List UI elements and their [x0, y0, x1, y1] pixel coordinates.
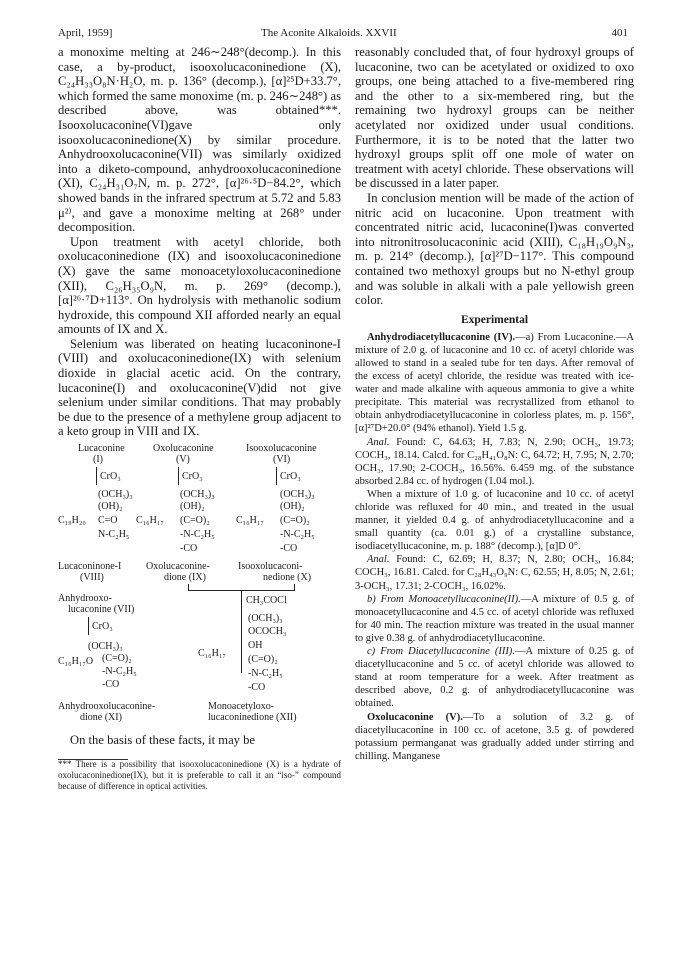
entry-text: Found: C, 62.69; H, 8.37; N, 2.80; OCH₃, 16.84; COCH₃, 16.81. Calcd. for C₂₈H₄₃O₉N: C, 62.55; H, 8.05; N, 2.61; 3-OCH₃, 17.31; 2-COCH₃, 16.02%. [355, 554, 634, 592]
group-label: (OCH₃)₃ [248, 613, 283, 625]
reagent-label: CrO₃ [182, 471, 203, 483]
group-label: -CO [248, 682, 266, 694]
reaction-arrow [241, 591, 242, 673]
scheme-label: Anhydrooxolucaconine- [58, 701, 156, 713]
group-label: -CO [180, 543, 198, 555]
group-label: (OCH₃)₃ [98, 489, 133, 501]
scheme-label: Monoacetyloxo- [208, 701, 275, 713]
scheme-label: Lucaconinone-I [58, 561, 122, 573]
experimental-paragraph [355, 645, 634, 710]
group-label: (C=O)₂ [248, 654, 278, 666]
reaction-arrow [178, 467, 179, 485]
group-label: (OCH₃)₃ [180, 489, 215, 501]
scheme-label: (VI) [273, 454, 291, 466]
group-label: -N-C₂H₅ [248, 668, 283, 680]
scheme-label: Isooxolucaconine [246, 443, 317, 455]
entry-head: Oxolucaconine (V). [367, 711, 463, 723]
experimental-paragraph [355, 711, 634, 763]
paragraph: Upon treatment with acetyl chloride, both oxolucaconinedione (IX) and isooxolucaconinedione (X) gave the same monoacetyloxolucaconinedione (XII), C₂₆H₃₅O₉N, m. p. 269° (decomp.), [α]²⁶·⁷D+113°. On hydrolysis with methanolic sodium hydroxide, this compound XII afforded nearly an equal amounts of IX and X. [58, 234, 341, 337]
scheme-label: lucaconinedione (XII) [208, 712, 297, 724]
entry-head: c) From Diacetyllucaconine (III). [367, 646, 515, 658]
reagent-label: CrO₃ [280, 471, 301, 483]
experimental-paragraph [355, 331, 634, 436]
group-label: (C=O)₂ [102, 653, 132, 665]
entry-head: Anal. [367, 554, 390, 566]
group-label: (OH)₂ [98, 501, 123, 513]
running-header [58, 27, 628, 41]
formula-label: C₁₆H₁₇ [198, 648, 226, 660]
entry-head: Anhydrodiacetyllucaconine (IV). [367, 331, 516, 343]
reagent-label: CH₃COCl [246, 595, 287, 607]
experimental-paragraph [355, 436, 634, 488]
entry-text: —To a solution of 3.2 g. of diacetyllucaconine in 100 cc. of acetone, 3.5 g. of powdered potassium permanganat was gradually added under stirring and chilling. Manganese [355, 711, 634, 762]
paragraph: Selenium was liberated on heating lucaconinone-I (VIII) and oxolucaconinedione(IX) with selenium dioxide in glacial acetic acid. On the contrary, lucaconine(I) and oxolucaconine(V)did not give selenium under similar conditions. That may probably be due to the presence of a methylene group adjacent to a keto group in VIII and IX. [58, 336, 341, 439]
group-label: -N-C₂H₅ [102, 666, 137, 678]
page-number: 401 [611, 27, 628, 39]
section-heading: Experimental [460, 313, 529, 326]
paragraph: reasonably concluded that, of four hydroxyl groups of lucaconine, two can be acetylated or oxidized to oxo groups, one being attached to a five-membered ring and the other to a six-membered ring, but the remaining two hydroxyl groups can be neither acetylated nor oxidized under usual conditions. Furthermore, it is to be noted that the latter two hydroxyl groups split off one mole of water on treatment with acetyl chloride. These observations will be discussed in a later paper. [355, 45, 634, 191]
group-label: -N-C₂H₅ [180, 529, 215, 541]
group-label: -N-C₂H₅ [280, 529, 315, 541]
group-label: (C=O)₂ [280, 515, 310, 527]
entry-text: —A mixture of 0.5 g. of monoacetyllucaconine and 4.5 cc. of acetyl chloride was refluxed for 40 min. The reaction mixture was treated in the usual manner to give 0.38 g. of anhydrodiacetyllucaconine. [355, 593, 634, 644]
formula-label: C₁₉H₂₀ [58, 515, 86, 527]
scheme-label: dione (XI) [80, 712, 122, 724]
entry-text: —a) From Lucaconine.—A mixture of 2.0 g. of lucaconine and 10 cc. of acetyl chloride was allowed to stand in a sealed tube for ten days. After removal of the excess of acetyl chloride, the residue was treated with ice-water and made alkaline with aqueous ammonia to give a white precipitate. This material was recrystallized from ethanol to obtain anhydrodiacetyllucaconine in colorless plates, m. p. 156°, [α]²⁷D+20.0° (94% ethanol). Yield 1.5 g. [355, 331, 634, 435]
header-date: April, 1959] [58, 27, 113, 39]
group-label: (OCH₃)₃ [88, 641, 123, 653]
group-label: C=O [98, 515, 118, 527]
group-label: (OH)₂ [280, 501, 305, 513]
group-label: (OH)₂ [180, 501, 205, 513]
experimental-paragraph [355, 593, 634, 645]
header-title: The Aconite Alkaloids. XXVII [261, 27, 397, 39]
footnote: *** There is a possibility that isooxolucaconinedione (X) is a hydrate of oxolucaconinedione(IX), but it is preferable to call it an “iso-” compound because of difference in optical activities. [58, 759, 341, 792]
scheme-bracket [188, 584, 295, 591]
group-label: N-C₂H₅ [98, 529, 130, 541]
entry-text: —A mixture of 0.25 g. of diacetyllucaconine and 5 cc. of acetyl chloride was allowed to stand at room temperature for a week. After treatment as described above, 0.2 g. of anhydrodiacetyllucaconine was obtained. [355, 646, 634, 710]
group-label: (C=O)₂ [180, 515, 210, 527]
right-column [355, 45, 634, 763]
scheme-label: (V) [176, 454, 190, 466]
scheme-label: Oxolucaconine [153, 443, 214, 455]
group-label: OH [248, 640, 263, 652]
group-label: OCOCH₃ [248, 626, 287, 638]
reaction-arrow [276, 467, 277, 485]
formula-label: C₁₆H₁₇ [236, 515, 264, 527]
entry-text: Found: C, 64.63; H, 7.83; N, 2.90; OCH₃, 19.73; COCH₃, 18.14. Calcd. for C₂₈H₄₁O₈N: C, 64.72; H, 7.95; N, 2.70; OCH₃, 17.90; 2-COCH₃, 16.56%. 6.459 mg. of the substance absorbed 2.84 cc. of hydrogen (1.04 mol.). [355, 436, 634, 487]
scheme-label: Oxolucaconine- [146, 561, 210, 573]
scheme-label: Anhydrooxo- [58, 593, 112, 605]
scheme-label: dione (IX) [164, 572, 206, 584]
scheme-label: (I) [93, 454, 103, 466]
reagent-label: CrO₃ [100, 471, 121, 483]
scheme-label: nedione (X) [263, 572, 312, 584]
reaction-arrow [88, 617, 89, 635]
entry-text: When a mixture of 1.0 g. of lucaconine and 10 cc. of acetyl chloride was refluxed for 40 min., and treated in the usual manner, it yielded 0.4 g. of anhydrodiacetyllucaconine and a small quantity (ca. 0.01 g.) of a crystalline substance, isodiacetyllucaconine, m. p. 188° (decomp.), [α]D 0°. [355, 488, 634, 553]
group-label: (OCH₃)₃ [280, 489, 315, 501]
scheme-label: Isooxolucaconi- [238, 561, 303, 573]
reagent-label: CrO₃ [92, 621, 113, 633]
group-label: -CO [102, 679, 120, 691]
scheme-label: lucaconine (VII) [68, 604, 135, 616]
paragraph: In conclusion mention will be made of the action of nitric acid on lucaconine. Upon treatment with concentrated nitric acid, lucaconine(I)was converted into nitronitrosolucaconinic acid (XIII), C₁₈H₁₉O₉N₃, m. p. 214° (decomp.), [α]²⁷D−117°. This compound contained two methoxyl groups but no N-ethyl group and was soluble in alkali with a pale yellowish green color. [355, 190, 634, 308]
entry-head: b) From Monoacetyllucaconine(II). [367, 593, 521, 605]
reaction-scheme [58, 443, 341, 792]
paragraph: a monoxime melting at 246∼248°(decomp.). In this case, a by-product, isooxolucaconinedione (X), C₂₄H₃₃O₈N·H₂O, m. p. 136° (decomp.), [α]²⁵D+33.7°, which formed the same monoxime (m. p. 246∼248°) as described above, was obtained***. Isooxolucaconine(VI)gave only isooxolucaconinedione(X) by similar procedure. Anhydrooxolucaconine(VII) was similarly oxidized into a diketo-compound, anhydrooxolucaconinedione (XI), C₂₄H₃₁O₇N, m. p. 272°, [α]²⁶·⁵D−84.2°, which showed bands in the infrared spectrum at 5.72 and 5.83 μ²⁾, and gave a monoxime melting at 268° under decomposition. [58, 45, 341, 235]
formula-label: C₁₆H₁₇ [136, 515, 164, 527]
entry-head: Anal. [367, 436, 390, 448]
reaction-arrow [96, 467, 97, 485]
paragraph: On the basis of these facts, it may be [70, 733, 256, 748]
left-column [58, 45, 341, 792]
scheme-label: (VIII) [80, 572, 104, 584]
experimental-paragraph [355, 488, 634, 553]
group-label: -CO [280, 543, 298, 555]
experimental-paragraph [355, 553, 634, 592]
scheme-label: Lucaconine [78, 443, 125, 455]
formula-label: C₁₆H₁₇O [58, 656, 94, 668]
